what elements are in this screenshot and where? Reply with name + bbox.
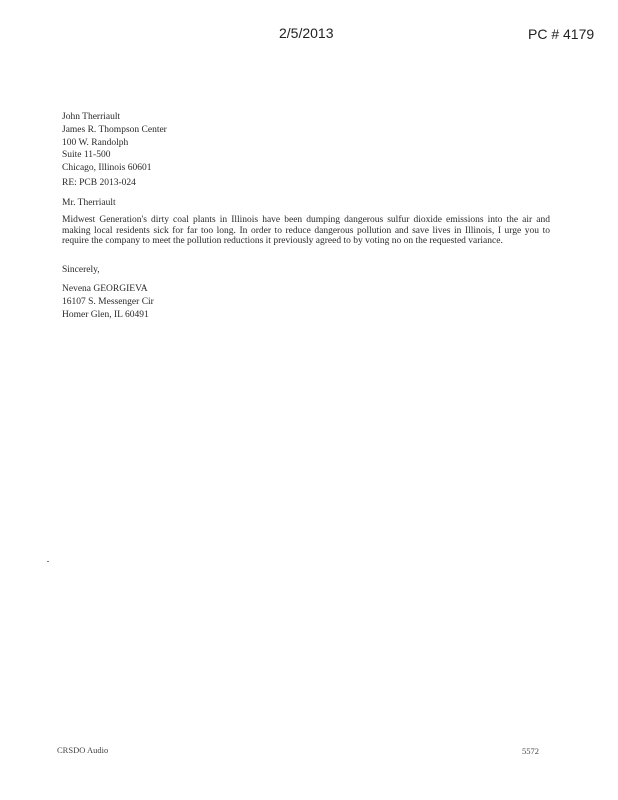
signature-block [62, 283, 154, 321]
address-line: 100 W. Randolph [62, 137, 129, 148]
address-line: Chicago, Illinois 60601 [62, 163, 152, 174]
signer-name: Nevena GEORGIEVA [62, 284, 148, 294]
signer-city: Homer Glen, IL 60491 [62, 309, 149, 320]
salutation: Mr. Therriault [62, 198, 116, 208]
page-number: 5572 [522, 746, 539, 756]
letter-body: Midwest Generation's dirty coal plants in Illinois have been dumping dangerous sulfur dioxide emissions into the air and making local residents sick for far too long. In order to reduce dangerous pollution and save lives in Illinois, I urge you to require the company to meet the pollution reductions it previously agreed to by voting no on the requested variance. [62, 215, 550, 246]
document-date: 2/5/2013 [279, 25, 334, 41]
scan-speck [47, 561, 49, 562]
address-line: Suite 11-500 [62, 150, 111, 161]
address-line: James R. Thompson Center [62, 124, 167, 135]
pc-number: PC # 4179 [528, 26, 595, 42]
signer-street: 16107 S. Messenger Cir [62, 296, 154, 307]
address-line: John Therriault [62, 112, 121, 122]
footer-left: CRSDO Audio [57, 745, 109, 755]
closing: Sincerely, [62, 265, 100, 275]
address-block [62, 111, 167, 175]
re-line: RE: PCB 2013-024 [62, 178, 136, 188]
